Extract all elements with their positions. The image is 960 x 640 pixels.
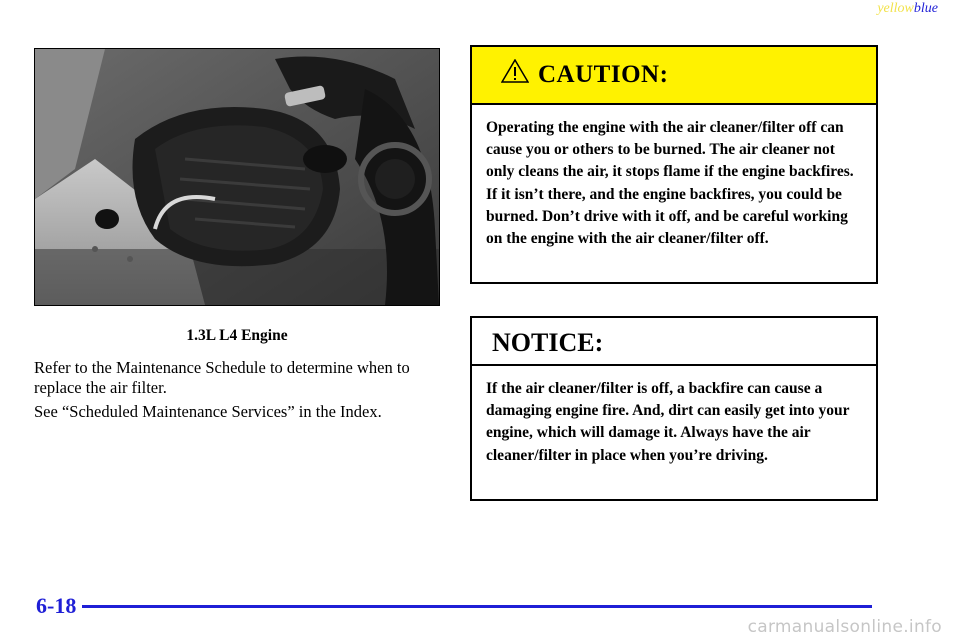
- caution-box: [470, 45, 878, 284]
- notice-text: If the air cleaner/filter is off, a backfire can cause a damaging engine fire. And, dirt can easily get into your engine, which will damage it. Always have the air cleaner/filter in place when you’re driving.: [486, 380, 850, 464]
- maintenance-schedule-paragraph: Refer to the Maintenance Schedule to determine when to replace the air filter.: [34, 358, 410, 397]
- notice-title: NOTICE:: [492, 328, 604, 357]
- warning-triangle-icon: [501, 59, 529, 83]
- notice-box: [470, 316, 878, 501]
- watermark: carmanualsonline.info: [747, 617, 942, 637]
- engine-photo-illustration: [35, 49, 439, 305]
- caution-title: CAUTION:: [538, 61, 669, 88]
- footer-rule: [82, 605, 872, 608]
- corner-mark-blue: blue: [913, 1, 938, 16]
- caution-header: [472, 47, 876, 105]
- page-number: 6-18: [36, 593, 77, 618]
- engine-photo: [34, 48, 440, 306]
- photo-caption: 1.3L L4 Engine: [186, 327, 288, 344]
- corner-mark-yellow: yellow: [877, 1, 914, 16]
- notice-header: [472, 318, 876, 366]
- scheduled-maintenance-reference: See “Scheduled Maintenance Services” in the Index.: [34, 402, 382, 421]
- caution-text: Operating the engine with the air cleaner/filter off can cause you or others to be burned. The air cleaner not only cleans the air, it stops flame if the engine backfires. If it isn’t there, and the engine backfires, you could be burned. Don’t drive with it off, and be careful working on the engine with the air cleaner/filter off.: [486, 119, 854, 248]
- corner-mark: [877, 1, 938, 17]
